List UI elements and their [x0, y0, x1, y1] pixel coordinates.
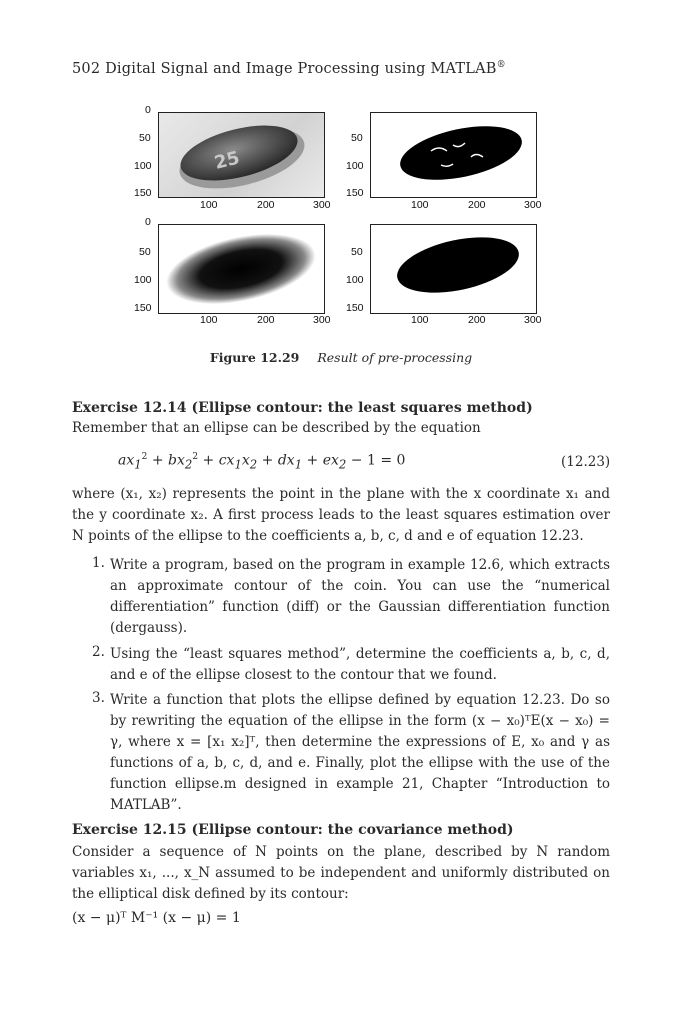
caption-text: Result of pre-processing [317, 350, 473, 365]
exercise-12-14-intro: Remember that an ellipse can be described by the equation [72, 420, 481, 436]
y-tick: 150 [346, 187, 364, 199]
y-tick: 100 [134, 274, 152, 286]
y-tick: 50 [139, 132, 151, 144]
caption-label: Figure 12.29 [209, 350, 300, 365]
y-tick: 150 [346, 302, 364, 314]
x-tick: 200 [468, 199, 486, 211]
list-item-text: Write a function that plots the ellipse defined by equation 12.23. Do so by rewriting the equation of the ellipse in the form (x − x₀)ᵀE(x − x₀) = γ, where x = [x₁ x₂]ᵀ, then determine the expressions of E, x₀ and γ as functions of a, b, c, d, and e. Finally, plot the ellipse with the use of the function ellipse.m designed in example 21, Chapter “Introduction to MATLAB”. [110, 692, 610, 813]
covariance-equation: (x − μ)ᵀ M⁻¹ (x − μ) = 1 [72, 910, 241, 926]
x-tick: 100 [200, 314, 218, 326]
y-tick: 150 [134, 302, 152, 314]
figure-caption [0, 350, 682, 365]
exercise-12-14-title: Exercise 12.14 (Ellipse contour: the least squares method) [72, 400, 533, 416]
binary-image [370, 112, 537, 198]
ellipse-equation: $ax_1^2 + bx_2^2 + cx_1x_2 + dx_1 + ex_2 - 1 = 0$ [118, 452, 406, 472]
list-item-text: Using the “least squares method”, determine the coefficients a, b, c, d, and e of the ellipse closest to the contour that we found. [110, 646, 610, 683]
y-tick: 100 [346, 274, 364, 286]
blurred-image [158, 224, 325, 314]
y-tick: 50 [139, 246, 151, 258]
svg-text:25: 25 [212, 147, 242, 174]
x-tick: 300 [524, 314, 542, 326]
x-tick: 200 [257, 199, 275, 211]
x-tick: 100 [200, 199, 218, 211]
list-item-number: 1. [92, 555, 105, 571]
list-item-number: 2. [92, 644, 105, 660]
y-tick: 100 [346, 160, 364, 172]
exercise-12-15-paragraph: Consider a sequence of N points on the plane, described by N random variables x₁, ..., x_N assumed to be independent and uniformly distributed on the elliptical disk defined by its contour: [72, 844, 610, 902]
x-tick: 100 [411, 199, 429, 211]
exercise-12-15-title: Exercise 12.15 (Ellipse contour: the covariance method) [72, 822, 514, 838]
y-tick: 50 [351, 132, 363, 144]
x-tick: 200 [257, 314, 275, 326]
exercise-12-14-paragraph: where (x₁, x₂) represents the point in the plane with the x coordinate x₁ and the y coordinate x₂. A first process leads to the least squares estimation over N points of the ellipse to the coefficients a, b, c, d and e of equation 12.23. [72, 486, 610, 544]
x-tick: 300 [313, 199, 331, 211]
equation-number: (12.23) [561, 454, 611, 470]
figure-12-29 [0, 0, 682, 340]
y-tick: 0 [145, 216, 151, 228]
list-item-number: 3. [92, 690, 105, 706]
registered-mark: ® [496, 60, 506, 70]
x-tick: 200 [468, 314, 486, 326]
x-tick: 100 [411, 314, 429, 326]
filled-ellipse-image [370, 224, 537, 314]
y-tick: 150 [134, 187, 152, 199]
y-tick: 50 [351, 246, 363, 258]
y-tick: 0 [145, 104, 151, 116]
header-text: 502 Digital Signal and Image Processing using MATLAB [72, 60, 497, 77]
x-tick: 300 [524, 199, 542, 211]
x-tick: 300 [313, 314, 331, 326]
list-item-text: Write a program, based on the program in example 12.6, which extracts an approximate contour of the coin. You can use the “numerical differentiation” function (diff) or the Gaussian differentiation function (dergauss). [110, 557, 610, 636]
coin-image [158, 112, 325, 198]
y-tick: 100 [134, 160, 152, 172]
